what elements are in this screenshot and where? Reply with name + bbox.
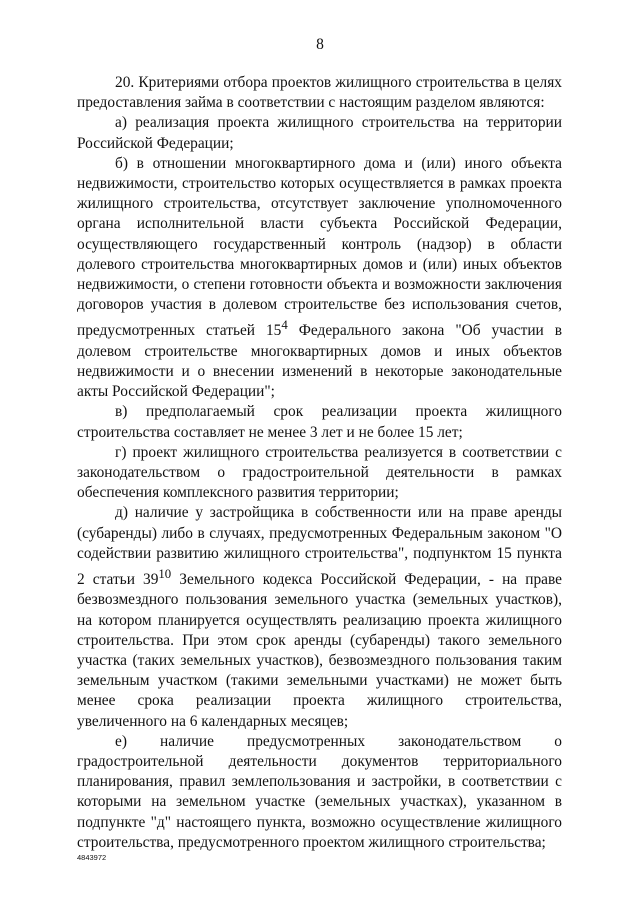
subparagraph-v	[77, 402, 562, 442]
superscript-article-number: 10	[158, 567, 172, 581]
subparagraph-d-tail: Земельного кодекса Российской Федерации, - на праве безвозмездного пользования земельного участка (земельных участков), на котором планируется осуществлять реализацию проекта жилищного строительства. При этом срок аренды (субаренды) такого земельного участка (таких земельных участков), безвозмездного пользования таким земельным участком (такими земельными участками) не может быть менее срока реализации проекта жилищного строительства, увеличенного на 6 календарных месяцев;	[77, 571, 562, 730]
subparagraph-d	[77, 503, 562, 731]
document-id: 4843972	[77, 853, 107, 862]
subparagraph-g	[77, 443, 562, 504]
subparagraph-a-text: а) реализация проекта жилищного строительства на территории Российской Федерации;	[77, 114, 562, 152]
subparagraph-v-text: в) предполагаемый срок реализации проекта жилищного строительства составляет не менее 3 лет и не более 15 лет;	[77, 403, 562, 441]
subparagraph-e	[77, 732, 562, 853]
page-number: 8	[316, 36, 324, 53]
subparagraph-g-text: г) проект жилищного строительства реализуется в соответствии с законодательством о градостроительной деятельности в рамках обеспечения комплексного развития территории;	[77, 443, 562, 502]
subparagraph-b-text: б) в отношении многоквартирного дома и (или) иного объекта недвижимости, строительство которых осуществляется в рамках проекта жилищного строительства, отсутствует заключение уполномоченного органа исполнительной власти субъекта Российской Федерации, осуществляющего государственный контроль (надзор) в области долевого строительства многоквартирных домов и (или) иных объектов недвижимости, о степени готовности объекта и возможности заключения договоров участия в долевом строительстве без использования счетов, предусмотренных статьей 15	[77, 154, 562, 340]
subparagraph-d-text: д) наличие у застройщика в собственности или на праве аренды (субаренды) либо в случаях, предусмотренных Федеральным законом "О содействии развитию жилищного строительства", подпунктом 15 пункта 2 статьи 39	[77, 504, 562, 589]
subparagraph-b	[77, 154, 562, 403]
paragraph-20-text: 20. Критериями отбора проектов жилищного строительства в целях предоставления займа в соответствии с настоящим разделом являются:	[77, 74, 562, 112]
subparagraph-a	[77, 113, 562, 153]
paragraph-20	[77, 73, 562, 113]
subparagraph-b-tail: Федерального закона "Об участии в долевом строительстве многоквартирных домов и иных объектов недвижимости и о внесении изменений в некоторые законодательные акты Российской Федерации";	[77, 322, 562, 401]
superscript-article-number: 4	[281, 318, 288, 333]
subparagraph-e-text: е) наличие предусмотренных законодательством о градостроительной деятельности документов территориального планирования, правил землепользования и застройки, в соответствии с которыми на земельном участке (земельных участках), указанном в подпункте "д" настоящего пункта, возможно осуществление жилищного строительства, предусмотренного проектом жилищного строительства;	[77, 732, 562, 851]
document-body	[77, 73, 562, 853]
